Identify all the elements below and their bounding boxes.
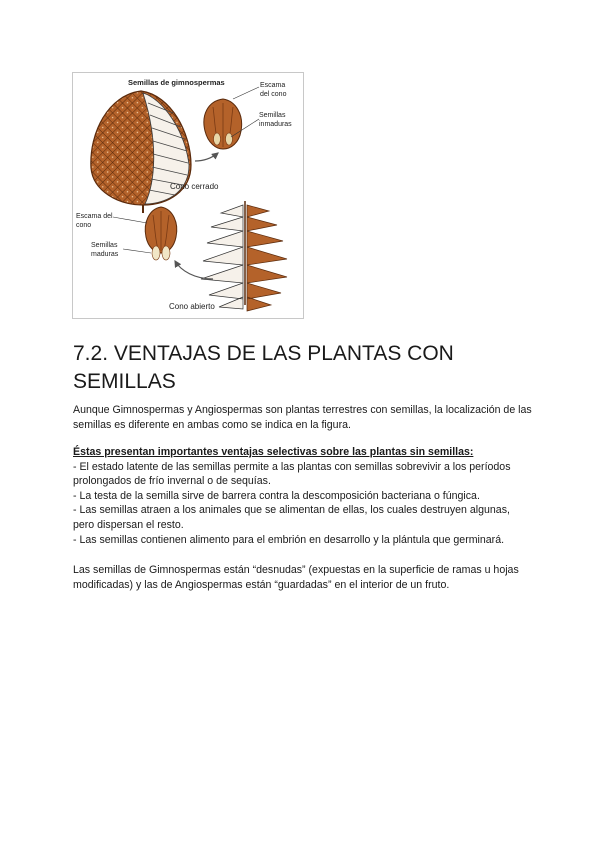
scale-mature-seeds <box>145 207 177 260</box>
label-inmaduras-1: Semillas <box>259 112 286 119</box>
advantage-item: - Las semillas contienen alimento para el embrión en desarrollo y la plántula que germinará. <box>73 533 505 546</box>
label-escama-top-2: del cono <box>260 91 287 98</box>
advantages-title: Éstas presentan importantes ventajas selectivas sobre las plantas sin semillas: <box>73 446 474 458</box>
label-inmaduras-2: inmaduras <box>259 121 292 128</box>
intro-paragraph: Aunque Gimnospermas y Angiospermas son plantas terrestres con semillas, la localización de las semillas es diferente en ambas como se indica en la figura. <box>73 404 532 431</box>
label-escama-bottom-1: Escama del <box>76 213 113 220</box>
advantage-item: - Las semillas atraen a los animales que se alimentan de ellas, los cuales destruyen algunas, pero dispersan el resto. <box>73 504 510 531</box>
advantage-item: - El estado latente de las semillas permite a las plantas con semillas sobrevivir a los períodos prolongados de frío invernal o de sequías. <box>73 460 511 488</box>
advantage-item: - La testa de la semilla sirve de barrera contra la descomposición bacteriana o fúngica. <box>73 489 480 502</box>
open-cone <box>201 201 287 311</box>
label-maduras-1: Semillas <box>91 242 118 249</box>
advantages-block <box>73 445 533 547</box>
closed-cone <box>91 91 191 213</box>
label-escama-bottom-2: cono <box>76 222 92 229</box>
arrow-top-icon <box>195 153 218 161</box>
gymnosperm-seeds-figure <box>72 72 304 319</box>
figure-title: Semillas de gimnospermas <box>128 78 225 87</box>
label-escama-top-1: Escama <box>260 82 286 89</box>
caption-open-cone: Cono abierto <box>169 302 215 311</box>
conclusion-paragraph: Las semillas de Gimnospermas están “desnudas” (expuestas en la superficie de ramas u hojas modificadas) y las de Angiospermas están “guardadas” en el interior de un fruto. <box>73 564 519 591</box>
section-heading: 7.2. VENTAJAS DE LAS PLANTAS CON SEMILLAS <box>73 342 454 393</box>
scale-immature-seeds <box>204 99 242 149</box>
label-maduras-2: maduras <box>91 251 119 258</box>
caption-closed-cone: Cono cerrado <box>170 182 219 191</box>
figure-illustration <box>73 73 303 318</box>
arrow-bottom-icon <box>175 261 213 279</box>
